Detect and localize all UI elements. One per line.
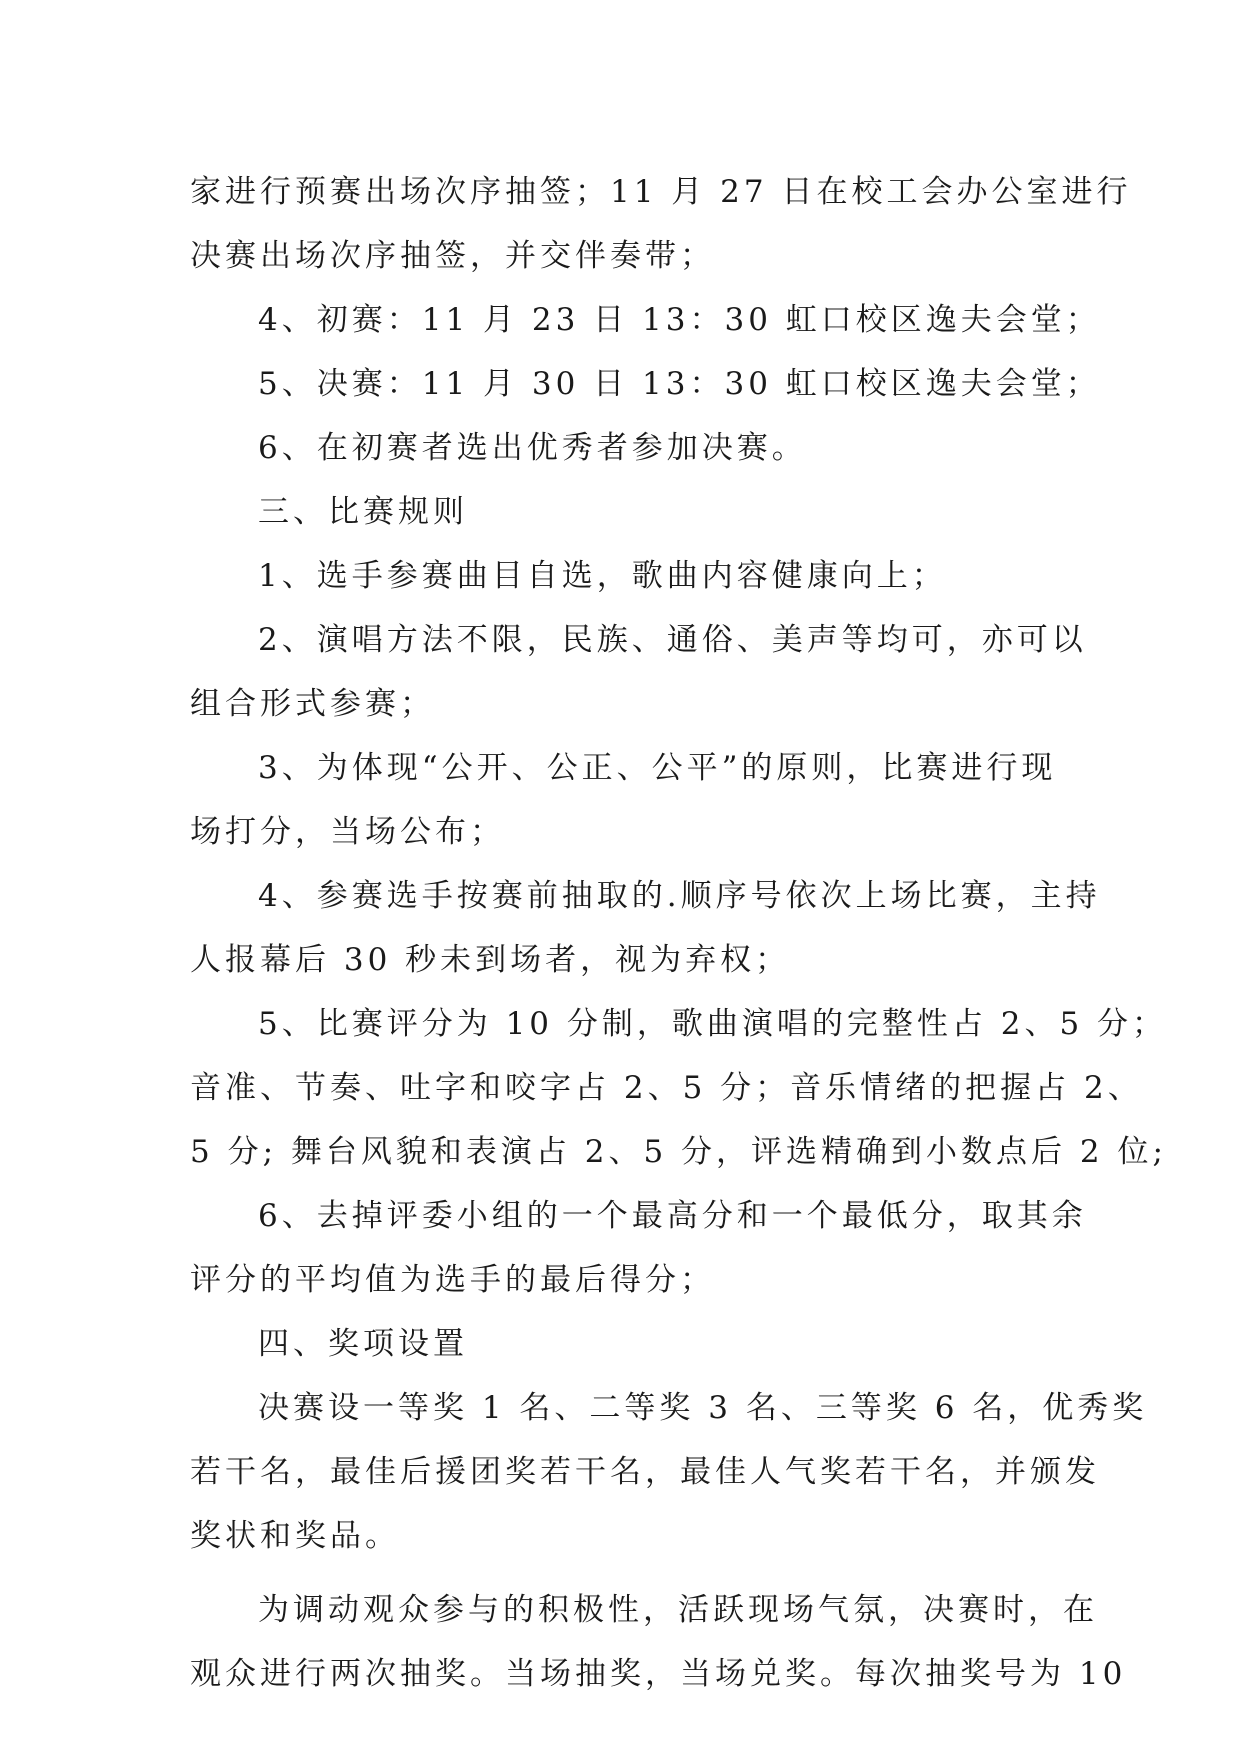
rule-item-continuation: 场打分，当场公布； <box>190 814 505 850</box>
schedule-item: 4、初赛：11 月 23 日 13：30 虹口校区逸夫会堂； <box>258 302 1101 338</box>
award-paragraph-continuation: 若干名，最佳后援团奖若干名，最佳人气奖若干名，并颁发 <box>190 1454 1100 1490</box>
rule-item: 4、参赛选手按赛前抽取的.顺序号依次上场比赛，主持 <box>258 878 1101 914</box>
section-heading: 四、奖项设置 <box>258 1326 468 1362</box>
paragraph-line: 决赛出场次序抽签，并交伴奏带； <box>190 238 715 274</box>
lottery-paragraph-continuation: 观众进行两次抽奖。当场抽奖，当场兑奖。每次抽奖号为 10 <box>190 1656 1127 1692</box>
rule-item: 5、比赛评分为 10 分制，歌曲演唱的完整性占 2、5 分； <box>258 1006 1168 1042</box>
rule-item-continuation: 人报幕后 30 秒未到场者，视为弃权； <box>190 942 791 978</box>
rule-item: 3、为体现“公开、公正、公平”的原则，比赛进行现 <box>258 750 1057 786</box>
rule-item-continuation: 5 分; 舞台风貌和表演占 2、5 分，评选精确到小数点后 2 位; <box>190 1134 1167 1170</box>
schedule-item: 6、在初赛者选出优秀者参加决赛。 <box>258 430 807 466</box>
award-paragraph-continuation: 奖状和奖品。 <box>190 1518 400 1554</box>
section-heading: 三、比赛规则 <box>258 494 468 530</box>
rule-item: 2、演唱方法不限，民族、通俗、美声等均可，亦可以 <box>258 622 1087 658</box>
award-paragraph: 决赛设一等奖 1 名、二等奖 3 名、三等奖 6 名，优秀奖 <box>258 1390 1148 1426</box>
rule-item-continuation: 音准、节奏、吐字和咬字占 2、5 分；音乐情绪的把握占 2、 <box>190 1070 1143 1106</box>
lottery-paragraph: 为调动观众参与的积极性，活跃现场气氛，决赛时，在 <box>258 1592 1098 1628</box>
rule-item: 1、选手参赛曲目自选，歌曲内容健康向上； <box>258 558 947 594</box>
rule-item: 6、去掉评委小组的一个最高分和一个最低分，取其余 <box>258 1198 1087 1234</box>
rule-item-continuation: 组合形式参赛； <box>190 686 435 722</box>
document-body <box>190 160 1168 1706</box>
schedule-item: 5、决赛：11 月 30 日 13：30 虹口校区逸夫会堂； <box>258 366 1101 402</box>
paragraph-line: 家进行预赛出场次序抽签；11 月 27 日在校工会办公室进行 <box>190 174 1132 210</box>
rule-item-continuation: 评分的平均值为选手的最后得分； <box>190 1262 715 1298</box>
